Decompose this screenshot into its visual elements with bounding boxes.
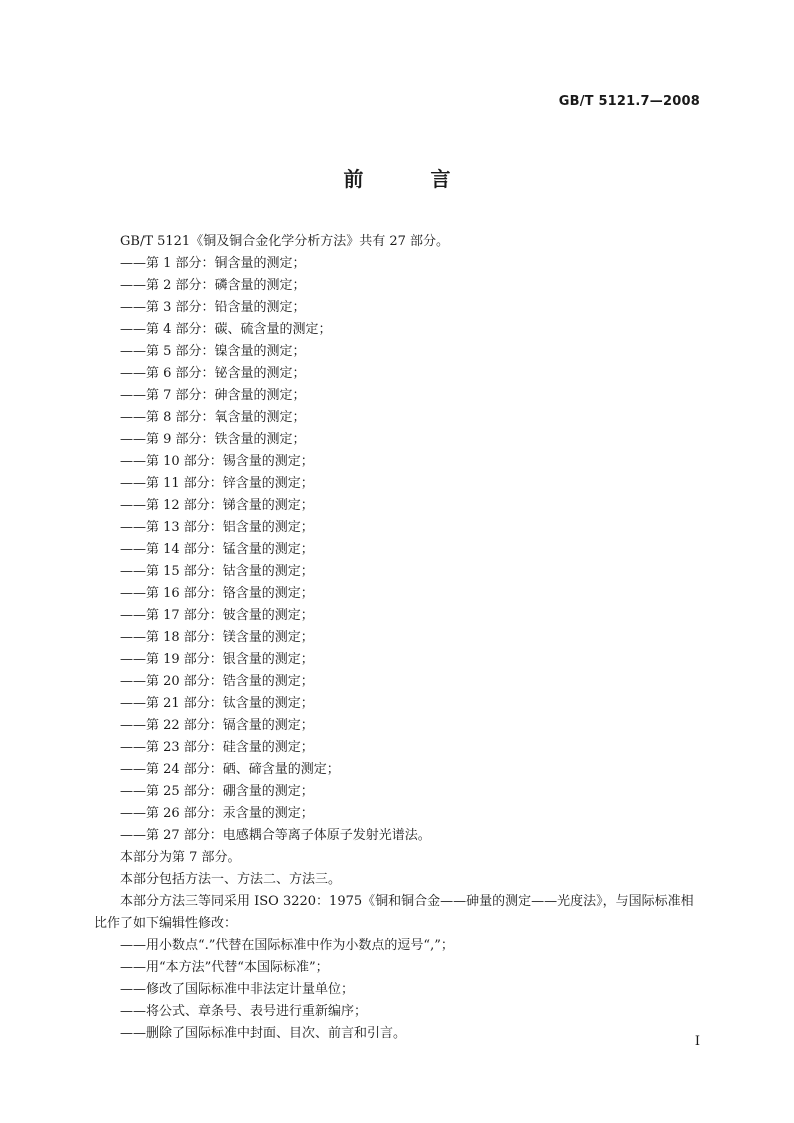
document-code: GB/T 5121.7—2008 [558, 94, 700, 109]
list-item: ——第 9 部分：铁含量的测定； [120, 432, 306, 447]
list-item: ——第 20 部分：锆含量的测定； [120, 674, 314, 689]
list-item: ——将公式、章条号、表号进行重新编序； [120, 1004, 368, 1019]
list-item: ——第 19 部分：银含量的测定； [120, 652, 314, 667]
adoption-paragraph-line: 本部分方法三等同采用 ISO 3220：1975《铜和铜合金——砷量的测定——光度法》，与国际标准相 [120, 894, 694, 909]
list-item: ——第 13 部分：铝含量的测定； [120, 520, 314, 535]
list-item: ——第 3 部分：铅含量的测定； [120, 300, 306, 315]
list-item: ——第 24 部分：硒、碲含量的测定； [120, 762, 340, 777]
list-item: ——修改了国际标准中非法定计量单位； [120, 982, 355, 997]
list-item: ——第 21 部分：钛含量的测定； [120, 696, 314, 711]
list-item: ——第 22 部分：镉含量的测定； [120, 718, 314, 733]
list-item: ——第 4 部分：碳、硫含量的测定； [120, 322, 332, 337]
changes-list [94, 935, 702, 1045]
list-item: ——第 23 部分：硅含量的测定； [120, 740, 314, 755]
foreword-body [94, 231, 702, 1045]
list-item: ——第 15 部分：钴含量的测定； [120, 564, 314, 579]
page-title: 前 言 [343, 167, 481, 191]
intro-paragraph: GB/T 5121《铜及铜合金化学分析方法》共有 27 部分。 [120, 234, 450, 249]
parts-list [94, 253, 702, 847]
list-item: ——第 2 部分：磷含量的测定； [120, 278, 306, 293]
list-item: ——第 7 部分：砷含量的测定； [120, 388, 306, 403]
list-item: ——第 14 部分：锰含量的测定； [120, 542, 314, 557]
list-item: ——删除了国际标准中封面、目次、前言和引言。 [120, 1026, 407, 1041]
list-item: ——第 10 部分：锡含量的测定； [120, 454, 314, 469]
list-item: ——第 12 部分：锑含量的测定； [120, 498, 314, 513]
list-item: ——第 18 部分：镁含量的测定； [120, 630, 314, 645]
list-item: ——第 25 部分：硼含量的测定； [120, 784, 314, 799]
methods-paragraph: 本部分包括方法一、方法二、方法三。 [120, 872, 342, 887]
adoption-paragraph-line: 比作了如下编辑性修改： [94, 916, 238, 931]
page-number: I [694, 1034, 700, 1049]
list-item: ——第 5 部分：镍含量的测定； [120, 344, 306, 359]
list-item: ——第 26 部分：汞含量的测定； [120, 806, 314, 821]
list-item: ——第 11 部分：锌含量的测定； [120, 476, 314, 491]
list-item: ——第 17 部分：铍含量的测定； [120, 608, 314, 623]
this-part-paragraph: 本部分为第 7 部分。 [120, 850, 241, 865]
list-item: ——第 27 部分：电感耦合等离子体原子发射光谱法。 [120, 828, 431, 843]
list-item: ——第 1 部分：铜含量的测定； [120, 256, 306, 271]
list-item: ——用小数点“.”代替在国际标准中作为小数点的逗号“,”； [120, 938, 454, 953]
list-item: ——第 8 部分：氧含量的测定； [120, 410, 306, 425]
list-item: ——用“本方法”代替“本国际标准”； [120, 960, 329, 975]
list-item: ——第 16 部分：铬含量的测定； [120, 586, 314, 601]
list-item: ——第 6 部分：铋含量的测定； [120, 366, 306, 381]
